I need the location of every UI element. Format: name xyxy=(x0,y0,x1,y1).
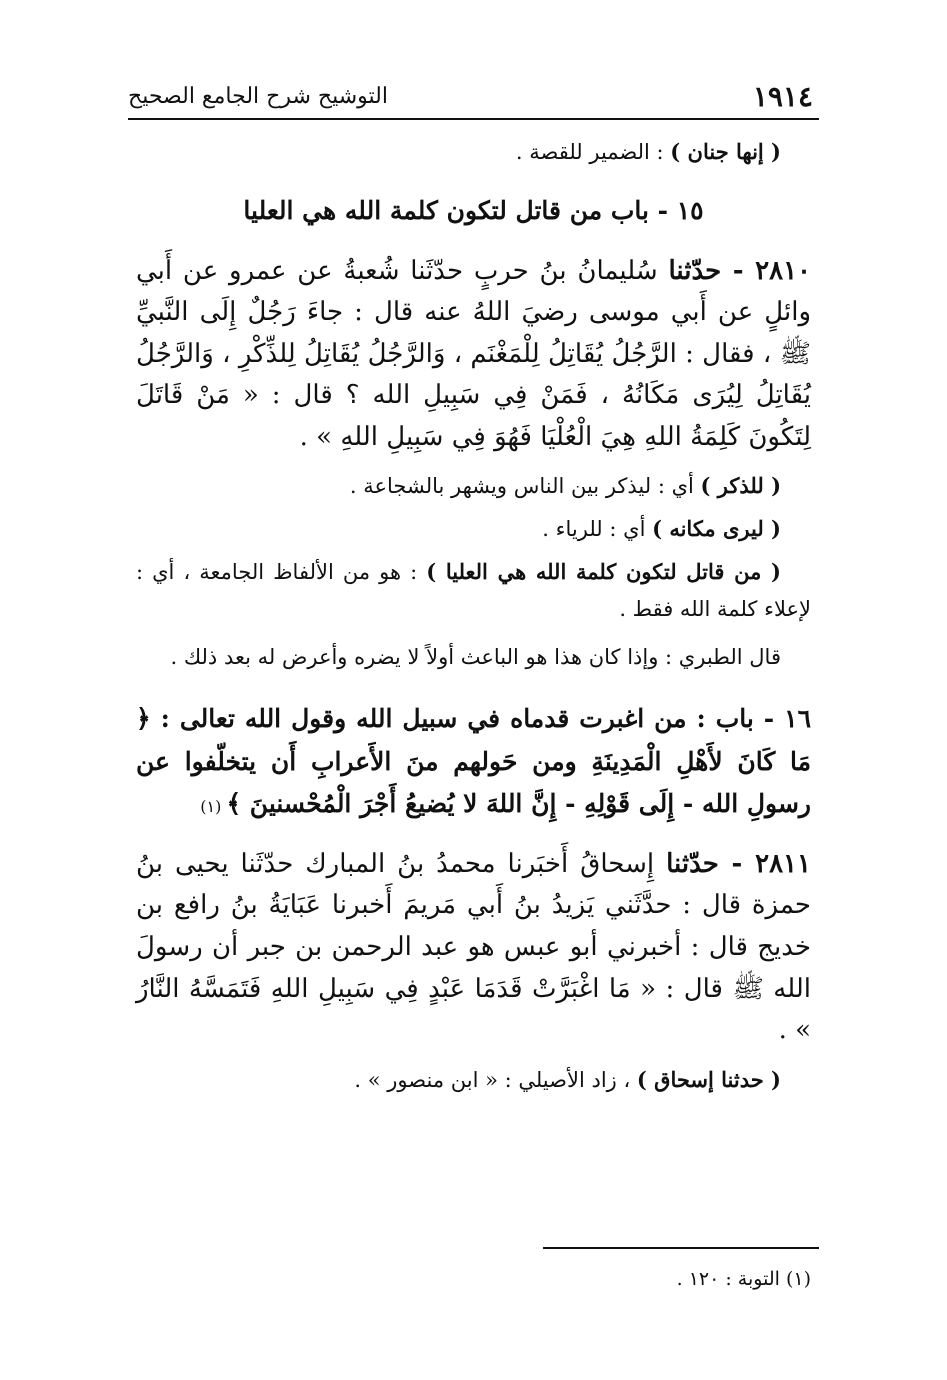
hadith-2810 xyxy=(136,251,811,459)
gloss-man-qatala xyxy=(136,554,811,628)
page-header xyxy=(128,76,819,120)
hadith-text: إِسحاقُ أَخبَرنا محمدُ بنُ المبارك حدّثَنا يحيى بنُ حمزة قال : حدَّثَني يَزيدُ بنُ أَبي مَريمَ أَخبرنا عَبَايَةُ بنُ رافع بن خديج قال : أخبرني أبو عبس هو عبد الرحمن بن جبر أن رسولَ الله ﷺ قال : « مَا اغْبَرَّتْ قَدَمَا عَبْدٍ فِي سَبِيلِ اللهِ فَتَمَسَّهُ النَّارُ » . xyxy=(136,848,811,1046)
chapter-heading-16 xyxy=(136,698,811,826)
gloss-text: : هو من الألفاظ الجامعة ، أي : لإعلاء كلمة الله فقط . xyxy=(136,559,811,621)
footnote-divider xyxy=(543,1247,819,1249)
footnote-marker: (١) xyxy=(200,797,227,817)
note-tabari: قال الطبري : وإذا كان هذا هو الباعث أولاً لا يضره وأعرض له بعد ذلك . xyxy=(170,645,781,670)
gloss-term: ( ليرى مكانه ) xyxy=(652,516,781,542)
hadith-number: ٢٨١١ - حدّثنا xyxy=(666,848,811,879)
gloss-text: ، زاد الأصيلي : « ابن منصور » . xyxy=(354,1067,637,1092)
hadith-text: سُليمانُ بنُ حربٍ حدّثَنا شُعبةُ عن عمرو عن أَبي وائلٍ عن أَبي موسى رضيَ اللهُ عنه قال : جاءَ رَجُلٌ إِلَى النَّبيِّ ﷺ ، فقال : الرَّجُلُ يُقَاتِلُ لِلْمَغْنَم ، وَالرَّجُلُ يُقَاتِلُ لِلذِّكْرِ ، وَالرَّجُلُ يُقَاتِلُ لِيُرَى مَكَانُهُ ، فَمَنْ فِي سَبِيلِ الله ؟ قال : « مَنْ قَاتَلَ لِتَكُونَ كَلِمَةُ اللهِ هِيَ الْعُلْيَا فَهُوَ فِي سَبِيلِ اللهِ » . xyxy=(136,255,811,452)
hadith-2811 xyxy=(136,844,811,1052)
gloss-text: : الضمير للقصة . xyxy=(515,140,671,164)
gloss-term: ( إنها جنان ) xyxy=(670,139,781,164)
footnote: (١) التوبة : ١٢٠ . xyxy=(676,1268,811,1290)
gloss-dhikr xyxy=(136,468,811,505)
gloss-makanuh xyxy=(136,511,811,548)
gloss-text: أي : للرياء . xyxy=(542,517,653,542)
gloss-term: ( للذكر ) xyxy=(700,473,781,499)
page-body xyxy=(136,134,811,1104)
gloss-jinan xyxy=(136,134,811,171)
chapter-heading-15: ١٥ - باب من قاتل لتكون كلمة الله هي العليا xyxy=(243,195,704,225)
page-number: ١٩١٤ xyxy=(752,80,813,113)
gloss-term: ( حدثنا إسحاق ) xyxy=(636,1066,781,1092)
gloss-term: ( من قاتل لتكون كلمة الله هي العليا ) xyxy=(426,558,781,584)
running-title: التوشيح شرح الجامع الصحيح xyxy=(128,84,388,109)
gloss-ishaq xyxy=(136,1062,811,1099)
chapter-title: ١٦ - باب : من اغبرت قدماه في سبيل الله وقول الله تعالى : ﴿ مَا كَانَ لأَهْلِ الْمَدِينَةِ ومن حَولهم منَ الأَعرابِ أَن يتخلّفوا عن رسولِ الله - إِلَى قَوْلِهِ - إِنَّ اللهَ لا يُضيعُ أَجْرَ الْمُحْسنينَ ﴾ xyxy=(136,704,811,819)
hadith-number: ٢٨١٠ - حدّثنا xyxy=(668,255,811,286)
gloss-text: أي : ليذكر بين الناس ويشهر بالشجاعة . xyxy=(349,474,701,499)
